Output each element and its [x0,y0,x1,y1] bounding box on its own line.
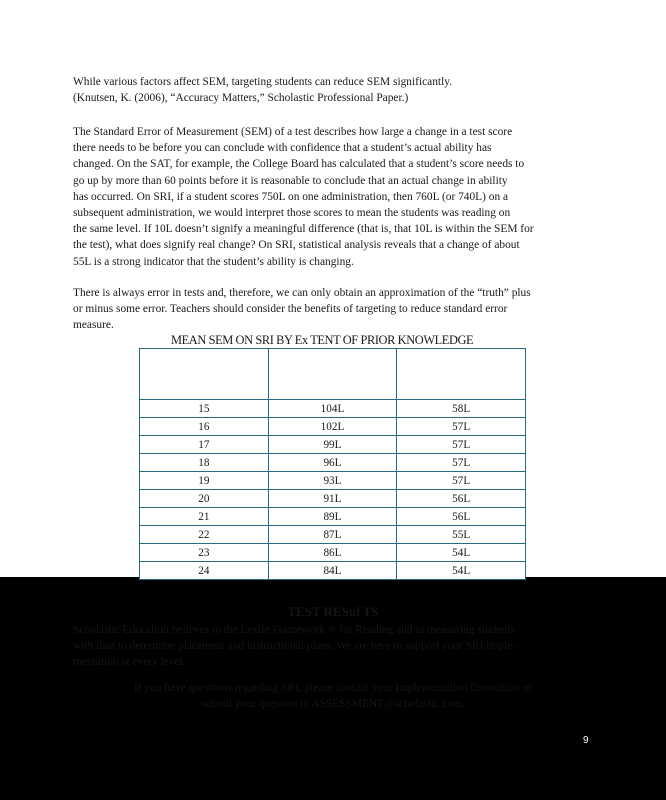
citation-line: (Knutsen, K. (2006), “Accuracy Matters,” Scholastic Professional Paper.) [73,92,409,105]
header-cell [268,349,397,400]
table-cell: 57L [397,436,526,454]
paragraph-line: has occurred. On SRI, if a student scores 750L on one administration, then 760L (or 740L) on a [73,190,509,203]
table-cell: 23 [140,544,269,562]
table-cell: 96L [268,454,397,472]
table-row [140,526,526,544]
table-header-row [140,349,526,400]
paragraph-line: The Standard Error of Measurement (SEM) of a test describes how large a change in a test score [73,126,513,138]
footer-line: mentation at every level. [73,656,186,668]
table-row [140,400,526,418]
table-cell: 57L [397,418,526,436]
header-cell [140,349,269,400]
footer-contact [0,680,666,712]
footer-line: with data to determine placement and instructional plans. We are here to support your SRI imple- [73,640,516,652]
table-row [140,472,526,490]
table-cell: 18 [140,454,269,472]
table-cell: 24 [140,562,269,580]
table-row [140,508,526,526]
table-row [140,454,526,472]
table-cell: 58L [397,400,526,418]
paragraph-line: 55L is a strong indicator that the student’s ability is changing. [73,255,354,268]
paragraph-line: There is always error in tests and, therefore, we can only obtain an approximation of the “truth” plus [73,287,531,299]
table-cell: 91L [268,490,397,508]
paragraph-line: the test), what does signify real change? On SRI, statistical analysis reveals that a change of about [73,239,520,252]
table-row [140,544,526,562]
error-paragraph [73,285,592,334]
table-cell: 54L [397,562,526,580]
table-row [140,490,526,508]
paragraph-line: there needs to be before you can conclude with confidence that a student’s actual ability has [73,142,492,155]
table-cell: 87L [268,526,397,544]
intro-paragraph [73,74,592,106]
table-cell: 19 [140,472,269,490]
table-cell: 22 [140,526,269,544]
table-cell: 55L [397,526,526,544]
table-cell: 56L [397,508,526,526]
paragraph-line: go up by more than 60 points before it is reasonable to conclude that an actual change in ability [73,174,508,187]
table-cell: 93L [268,472,397,490]
table-cell: 17 [140,436,269,454]
sem-table [139,348,526,580]
footer-body [73,622,592,670]
table-cell: 84L [268,562,397,580]
table-cell: 16 [140,418,269,436]
contact-line: If you have questions regarding SRI, please contact your Implementation Consultant or [134,682,532,694]
footer-title: TEST RESul TS [287,604,379,619]
table-cell: 102L [268,418,397,436]
table-cell: 21 [140,508,269,526]
table-title: MEAN SEM ON SRI BY Ex TENT OF PRIOR KNOWLEDGE [171,333,474,347]
table-cell: 20 [140,490,269,508]
table-cell: 15 [140,400,269,418]
table-row [140,562,526,580]
table-cell: 104L [268,400,397,418]
table-cell: 57L [397,472,526,490]
table-cell: 99L [268,436,397,454]
table-cell: 54L [397,544,526,562]
table-cell: 89L [268,508,397,526]
paragraph-line: subsequent administration, we would interpret those scores to mean the students was reading on [73,207,511,220]
sem-paragraph [73,124,592,270]
table-row [140,418,526,436]
paragraph-line: measure. [73,319,114,332]
contact-line: submit your question to ASSESSMENT@scholastic.com. [201,698,465,710]
intro-line: While various factors affect SEM, targeting students can reduce SEM significantly. [73,76,453,88]
paragraph-line: or minus some error. Teachers should consider the benefits of targeting to reduce standard error [73,303,508,316]
table-cell: 56L [397,490,526,508]
table-cell: 86L [268,544,397,562]
header-cell [397,349,526,400]
paragraph-line: changed. On the SAT, for example, the College Board has calculated that a student’s score needs to [73,158,525,171]
paragraph-line: the same level. If 10L doesn’t signify a meaningful difference (that is, that 10L is within the SEM for [73,223,534,236]
page-number: 9 [583,735,589,746]
table-cell: 57L [397,454,526,472]
table-row [140,436,526,454]
footer-line: Scholastic Education believes in the Lexile Framework ® for Reading and in measuring students [73,624,515,636]
